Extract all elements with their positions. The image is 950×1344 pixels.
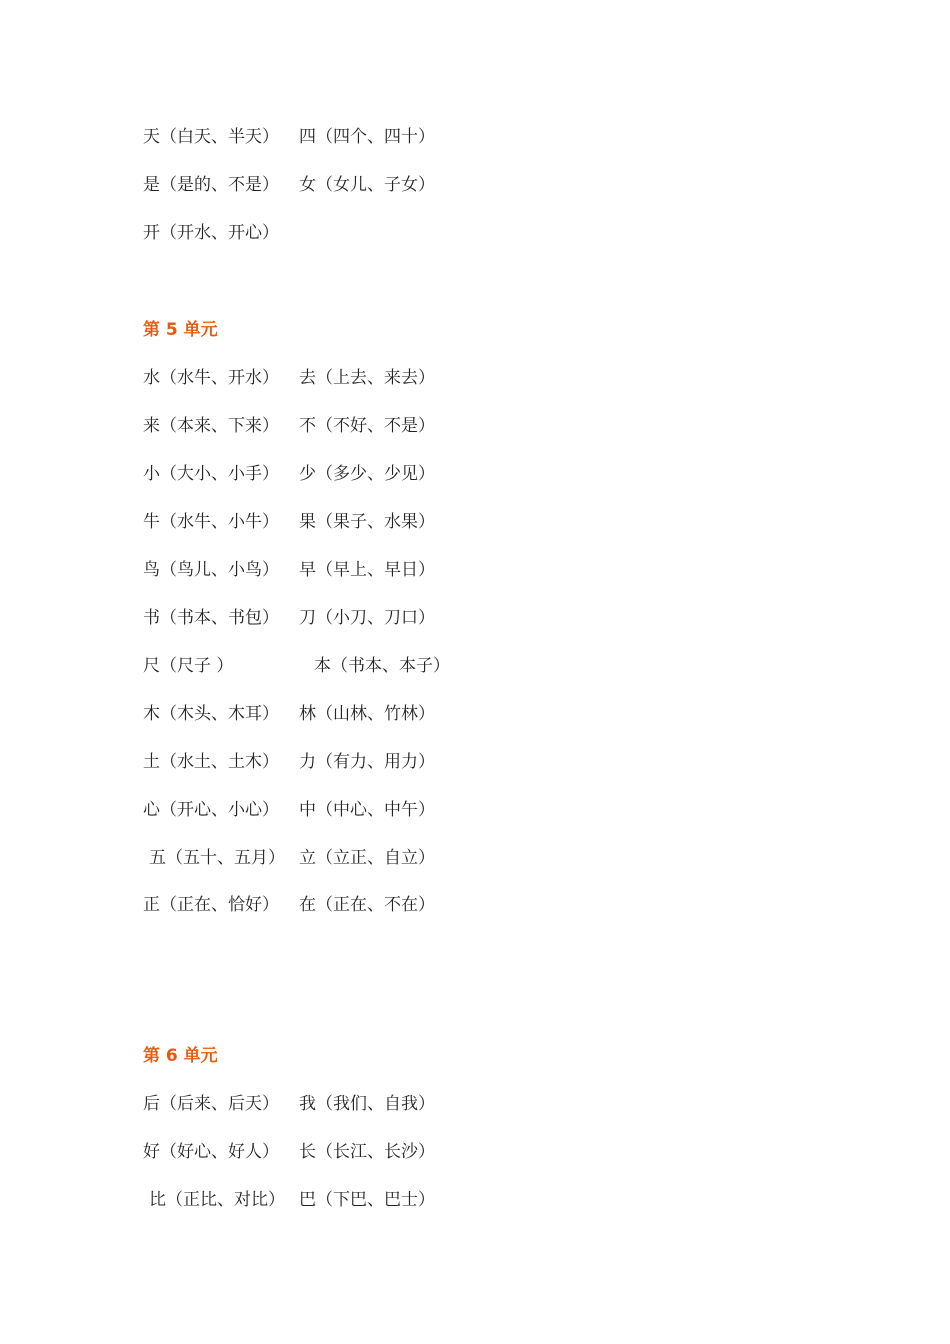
- word-entry: 林（山林、竹林）: [299, 704, 435, 724]
- word-entry: 去（上去、来去）: [299, 368, 435, 388]
- word-entry: 女（女儿、子女）: [299, 175, 435, 195]
- word-entry: 牛（水牛、小牛）: [143, 512, 279, 532]
- word-entry: 四（四个、四十）: [299, 127, 435, 147]
- unit-heading: 第 5 单元: [143, 320, 218, 340]
- word-entry: 土（水土、土木）: [143, 752, 279, 772]
- word-entry: 不（不好、不是）: [299, 416, 435, 436]
- word-entry: 好（好心、好人）: [143, 1142, 279, 1162]
- word-entry: 巴（下巴、巴士）: [299, 1190, 435, 1210]
- word-entry: 长（长江、长沙）: [299, 1142, 435, 1162]
- unit-heading: 第 6 单元: [143, 1046, 218, 1066]
- word-entry: 来（本来、下来）: [143, 416, 279, 436]
- word-entry: 小（大小、小手）: [143, 464, 279, 484]
- word-entry: 力（有力、用力）: [299, 752, 435, 772]
- word-entry: 本（书本、本子）: [314, 656, 450, 676]
- word-entry: 鸟（鸟儿、小鸟）: [143, 560, 279, 580]
- word-entry: 比（正比、对比）: [149, 1190, 285, 1210]
- word-entry: 尺（尺子 ）: [143, 656, 234, 676]
- word-entry: 书（书本、书包）: [143, 608, 279, 628]
- word-entry: 刀（小刀、刀口）: [299, 608, 435, 628]
- word-entry: 立（立正、自立）: [299, 848, 435, 868]
- word-entry: 五（五十、五月）: [149, 848, 285, 868]
- word-entry: 开（开水、开心）: [143, 223, 279, 243]
- word-entry: 后（后来、后天）: [143, 1094, 279, 1114]
- word-entry: 我（我们、自我）: [299, 1094, 435, 1114]
- word-entry: 在（正在、不在）: [299, 895, 435, 915]
- word-entry: 正（正在、恰好）: [143, 895, 279, 915]
- word-entry: 早（早上、早日）: [299, 560, 435, 580]
- word-entry: 木（木头、木耳）: [143, 704, 279, 724]
- word-entry: 是（是的、不是）: [143, 175, 279, 195]
- word-entry: 天（白天、半天）: [143, 127, 279, 147]
- word-entry: 水（水牛、开水）: [143, 368, 279, 388]
- word-entry: 中（中心、中午）: [299, 800, 435, 820]
- word-entry: 少（多少、少见）: [299, 464, 435, 484]
- word-entry: 果（果子、水果）: [299, 512, 435, 532]
- word-entry: 心（开心、小心）: [143, 800, 279, 820]
